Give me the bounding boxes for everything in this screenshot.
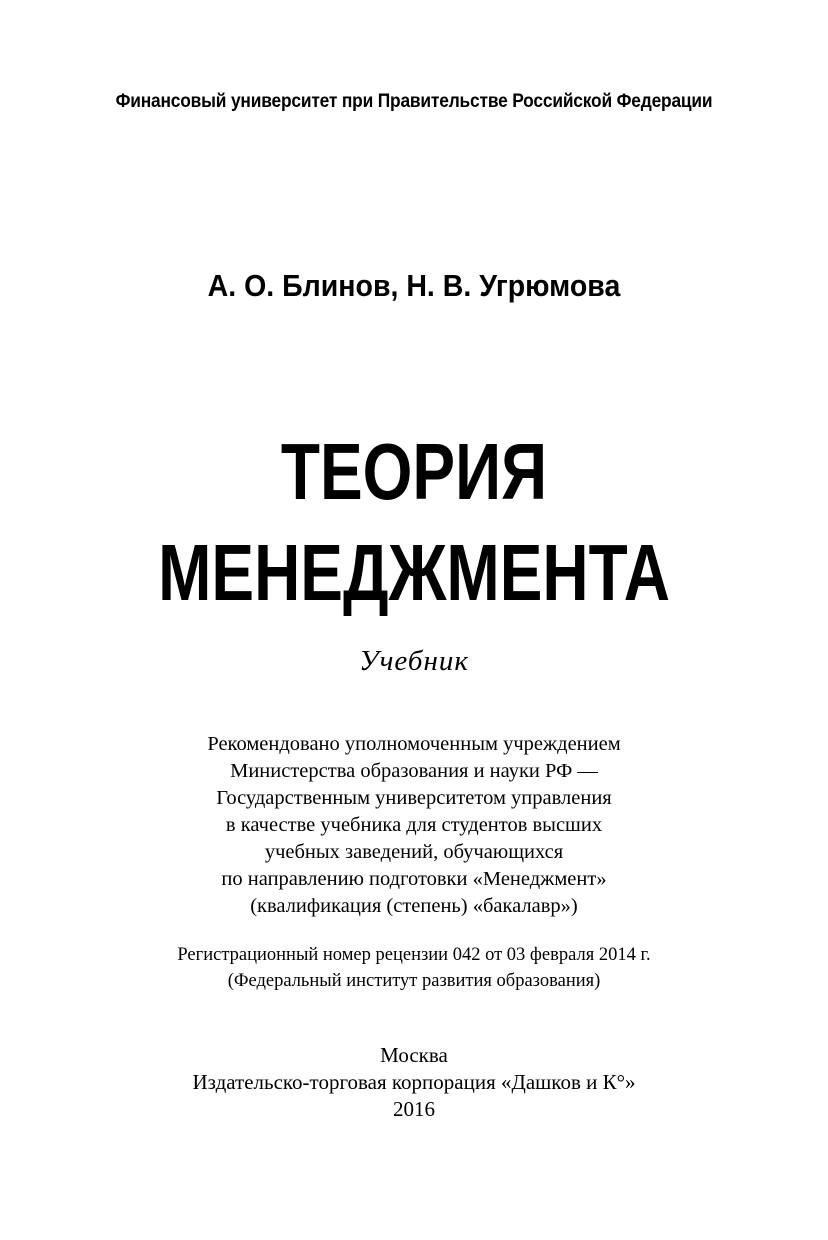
book-subtitle: Учебник: [359, 645, 469, 677]
recommendation-line: Министерства образования и науки РФ —: [230, 760, 598, 782]
recommendation-line: Государственным университетом управления: [216, 787, 612, 809]
book-title-line-1: ТЕОРИЯ: [280, 427, 548, 516]
recommendation-line: по направлению подготовки «Менеджмент»: [221, 868, 607, 890]
book-authors: А. О. Блинов, Н. В. Угрюмова: [207, 268, 621, 303]
recommendation-block: [0, 731, 828, 920]
imprint-publisher: Издательско-торговая корпорация «Дашков и К°»: [192, 1070, 636, 1094]
registration-line: Регистрационный номер рецензии 042 от 03 февраля 2014 г.: [177, 945, 651, 965]
recommendation-line: учебных заведений, обучающихся: [264, 841, 564, 863]
registration-block: [0, 942, 828, 994]
book-title-line-2: МЕНЕДЖМЕНТА: [158, 528, 670, 617]
institution-name: Финансовый университет при Правительстве Российской Федерации: [115, 90, 713, 112]
recommendation-line: (квалификация (степень) «бакалавр»): [250, 895, 578, 917]
recommendation-line: в качестве учебника для студентов высших: [225, 814, 603, 836]
registration-line: (Федеральный институт развития образования): [227, 971, 601, 991]
imprint-block: [0, 1042, 828, 1123]
imprint-city: Москва: [380, 1043, 448, 1067]
recommendation-line: Рекомендовано уполномоченным учреждением: [207, 733, 621, 755]
imprint-year: 2016: [393, 1097, 435, 1121]
